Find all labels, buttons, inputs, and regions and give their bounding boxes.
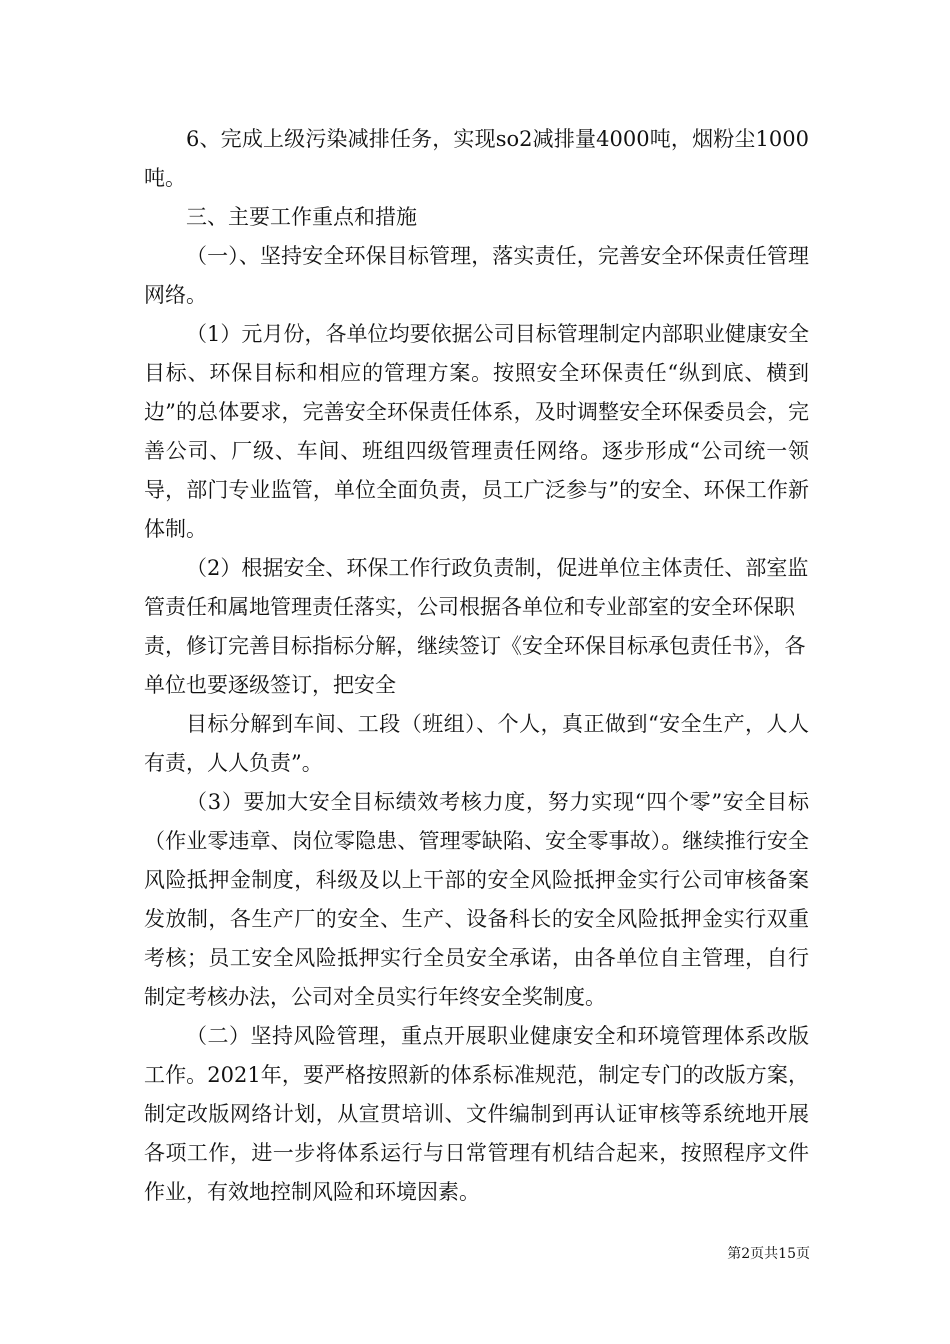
- document-body: [144, 120, 809, 1212]
- paragraph-point-3: （3）要加大安全目标绩效考核力度，努力实现“四个零”安全目标（作业零违章、岗位零隐患、管理零缺陷、安全零事故）。继续推行安全风险抵押金制度，科级及以上干部的安全风险抵押金实行公司审核备案发放制，各生产厂的安全、生产、设备科长的安全风险抵押金实行双重考核；员工安全风险抵押实行全员安全承诺，由各单位自主管理，自行制定考核办法，公司对全员实行年终安全奖制度。: [144, 790, 809, 1009]
- paragraph-point-2-continued: 目标分解到车间、工段（班组）、个人，真正做到“安全生产，人人有责，人人负责”。: [144, 712, 809, 775]
- section-heading-3: 三、主要工作重点和措施: [186, 205, 417, 229]
- paragraph-item-6: 6、完成上级污染减排任务，实现so2减排量4000吨，烟粉尘1000吨。: [144, 127, 809, 190]
- subsection-2-paragraph: （二）坚持风险管理，重点开展职业健康安全和环境管理体系改版工作。2021年，要严格按照新的体系标准规范，制定专门的改版方案，制定改版网络计划，从宣贯培训、文件编制到再认证审核等系统地开展各项工作，进一步将体系运行与日常管理有机结合起来，按照程序文件作业，有效地控制风险和环境因素。: [144, 1024, 809, 1204]
- subsection-heading-1: （一）、坚持安全环保目标管理，落实责任，完善安全环保责任管理网络。: [144, 244, 809, 307]
- page-number-footer: 第2页共15页: [727, 1246, 810, 1262]
- paragraph-point-1: （1）元月份，各单位均要依据公司目标管理制定内部职业健康安全目标、环保目标和相应的管理方案。按照安全环保责任“纵到底、横到边”的总体要求，完善安全环保责任体系，及时调整安全环保委员会，完善公司、厂级、车间、班组四级管理责任网络。逐步形成“公司统一领导，部门专业监管，单位全面负责，员工广泛参与”的安全、环保工作新体制。: [144, 322, 809, 541]
- paragraph-point-2: （2）根据安全、环保工作行政负责制，促进单位主体责任、部室监管责任和属地管理责任落实，公司根据各单位和专业部室的安全环保职责，修订完善目标指标分解，继续签订《安全环保目标承包责任书》，各单位也要逐级签订，把安全: [144, 556, 809, 697]
